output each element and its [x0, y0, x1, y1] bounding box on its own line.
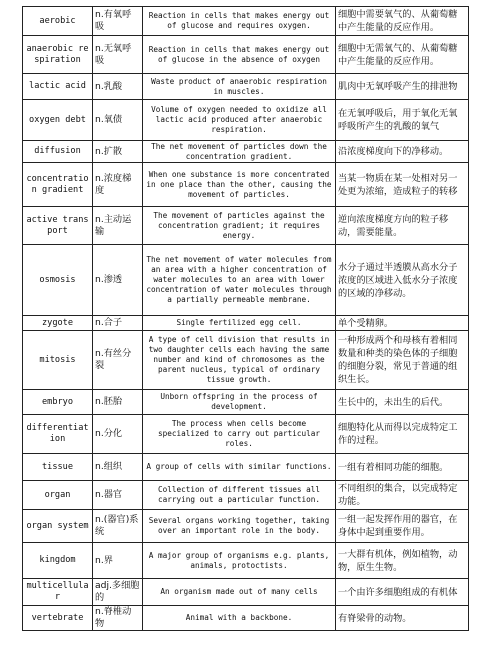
table-row [23, 331, 469, 390]
chinese-definition-cell: 一种形成两个和母核有着相同数量和种类的染色体的子细胞的细胞分裂，常见于普通的组织生长。 [336, 331, 469, 390]
table-row [23, 36, 469, 74]
chinese-definition-cell: 细胞中需要氧气的、从葡萄糖中产生能量的反应作用。 [336, 7, 469, 36]
definition-cell: Several organs working together, taking over an important role in the body. [143, 510, 336, 543]
table-row [23, 100, 469, 141]
part-of-speech-cell: n.组织 [93, 454, 143, 481]
part-of-speech-cell: n.脊椎动物 [93, 606, 143, 631]
table-row [23, 163, 469, 207]
definition-cell: Animal with a backbone. [143, 606, 336, 631]
chinese-definition-cell: 一大群有机体，例如植物，动物，原生生物。 [336, 543, 469, 579]
part-of-speech-cell: n.胚胎 [93, 390, 143, 415]
part-of-speech-cell: n.界 [93, 543, 143, 579]
table-row [23, 390, 469, 415]
term-cell: tissue [23, 454, 93, 481]
term-cell: lactic acid [23, 74, 93, 100]
term-cell: oxygen debt [23, 100, 93, 141]
table-row [23, 207, 469, 245]
definition-cell: The movement of particles against the concentration gradient; it requires energy. [143, 207, 336, 245]
part-of-speech-cell: n.有氧呼吸 [93, 7, 143, 36]
table-row [23, 245, 469, 316]
definition-cell: A major group of organisms e.g. plants, animals, protoctists. [143, 543, 336, 579]
part-of-speech-cell: n.乳酸 [93, 74, 143, 100]
part-of-speech-cell: n.浓度梯度 [93, 163, 143, 207]
table-row [23, 579, 469, 606]
chinese-definition-cell: 一组一起发挥作用的器官，在身体中起到重要作用。 [336, 510, 469, 543]
table-row [23, 415, 469, 454]
term-cell: embryo [23, 390, 93, 415]
chinese-definition-cell: 沿浓度梯度向下的净移动。 [336, 141, 469, 163]
definition-cell: The net movement of particles down the concentration gradient. [143, 141, 336, 163]
term-cell: anaerobic respiration [23, 36, 93, 74]
chinese-definition-cell: 不同组织的集合，以完成特定功能。 [336, 481, 469, 510]
part-of-speech-cell: n.分化 [93, 415, 143, 454]
table-row [23, 510, 469, 543]
chinese-definition-cell: 肌肉中无氧呼吸产生的排泄物 [336, 74, 469, 100]
part-of-speech-cell: adj.多细胞的 [93, 579, 143, 606]
vocabulary-table [22, 6, 469, 631]
definition-cell: The net movement of water molecules from an area with a higher concentration of water molecules to an area with lower concentration of water molecules through a partially permeable membrane. [143, 245, 336, 316]
definition-cell: Reaction in cells that makes energy out of glucose in the absence of oxygen [143, 36, 336, 74]
part-of-speech-cell: n.合子 [93, 316, 143, 331]
definition-cell: An organism made out of many cells [143, 579, 336, 606]
term-cell: differentiation [23, 415, 93, 454]
chinese-definition-cell: 细胞中无需氧气的、从葡萄糖中产生能量的反应作用。 [336, 36, 469, 74]
definition-cell: Waste product of anaerobic respiration in muscles. [143, 74, 336, 100]
table-row [23, 74, 469, 100]
definition-cell: When one substance is more concentrated in one place than the other, causing the movement of particles. [143, 163, 336, 207]
part-of-speech-cell: n.渗透 [93, 245, 143, 316]
term-cell: aerobic [23, 7, 93, 36]
chinese-definition-cell: 有脊梁骨的动物。 [336, 606, 469, 631]
term-cell: kingdom [23, 543, 93, 579]
term-cell: organ system [23, 510, 93, 543]
term-cell: active transport [23, 207, 93, 245]
term-cell: vertebrate [23, 606, 93, 631]
part-of-speech-cell: n.(器官)系统 [93, 510, 143, 543]
chinese-definition-cell: 细胞特化从而得以完成特定工作的过程。 [336, 415, 469, 454]
table-row [23, 316, 469, 331]
chinese-definition-cell: 逆向浓度梯度方向的粒子移动，需要能量。 [336, 207, 469, 245]
definition-cell: Unborn offspring in the process of development. [143, 390, 336, 415]
term-cell: zygote [23, 316, 93, 331]
table-row [23, 141, 469, 163]
term-cell: multicellular [23, 579, 93, 606]
table-row [23, 606, 469, 631]
definition-cell: A group of cells with similar functions. [143, 454, 336, 481]
definition-cell: The process when cells become specialized to carry out particular roles. [143, 415, 336, 454]
term-cell: mitosis [23, 331, 93, 390]
part-of-speech-cell: n.器官 [93, 481, 143, 510]
chinese-definition-cell: 水分子通过半透膜从高水分子浓度的区域进入低水分子浓度的区域的净移动。 [336, 245, 469, 316]
table-row [23, 7, 469, 36]
chinese-definition-cell: 一组有着相同功能的细胞。 [336, 454, 469, 481]
term-cell: concentration gradient [23, 163, 93, 207]
definition-cell: Reaction in cells that makes energy out of glucose and requires oxygen. [143, 7, 336, 36]
term-cell: osmosis [23, 245, 93, 316]
part-of-speech-cell: n.扩散 [93, 141, 143, 163]
chinese-definition-cell: 生长中的，未出生的后代。 [336, 390, 469, 415]
chinese-definition-cell: 单个受精卵。 [336, 316, 469, 331]
vocabulary-table-body [23, 7, 469, 631]
part-of-speech-cell: n.主动运输 [93, 207, 143, 245]
term-cell: organ [23, 481, 93, 510]
definition-cell: Volume of oxygen needed to oxidize all lactic acid produced after anaerobic respiration. [143, 100, 336, 141]
part-of-speech-cell: n.无氧呼吸 [93, 36, 143, 74]
chinese-definition-cell: 在无氧呼吸后，用于氧化无氧呼吸所产生的乳酸的氧气 [336, 100, 469, 141]
definition-cell: A type of cell division that results in two daughter cells each having the same number and kind of chromosomes as the parent nucleus, typical of ordinary tissue growth. [143, 331, 336, 390]
table-row [23, 543, 469, 579]
part-of-speech-cell: n.有丝分裂 [93, 331, 143, 390]
chinese-definition-cell: 当某一物质在某一处相对另一处更为浓缩，造成粒子的转移 [336, 163, 469, 207]
table-row [23, 481, 469, 510]
term-cell: diffusion [23, 141, 93, 163]
definition-cell: Single fertilized egg cell. [143, 316, 336, 331]
table-row [23, 454, 469, 481]
part-of-speech-cell: n.氧债 [93, 100, 143, 141]
chinese-definition-cell: 一个由许多细胞组成的有机体 [336, 579, 469, 606]
definition-cell: Collection of different tissues all carrying out a particular function. [143, 481, 336, 510]
